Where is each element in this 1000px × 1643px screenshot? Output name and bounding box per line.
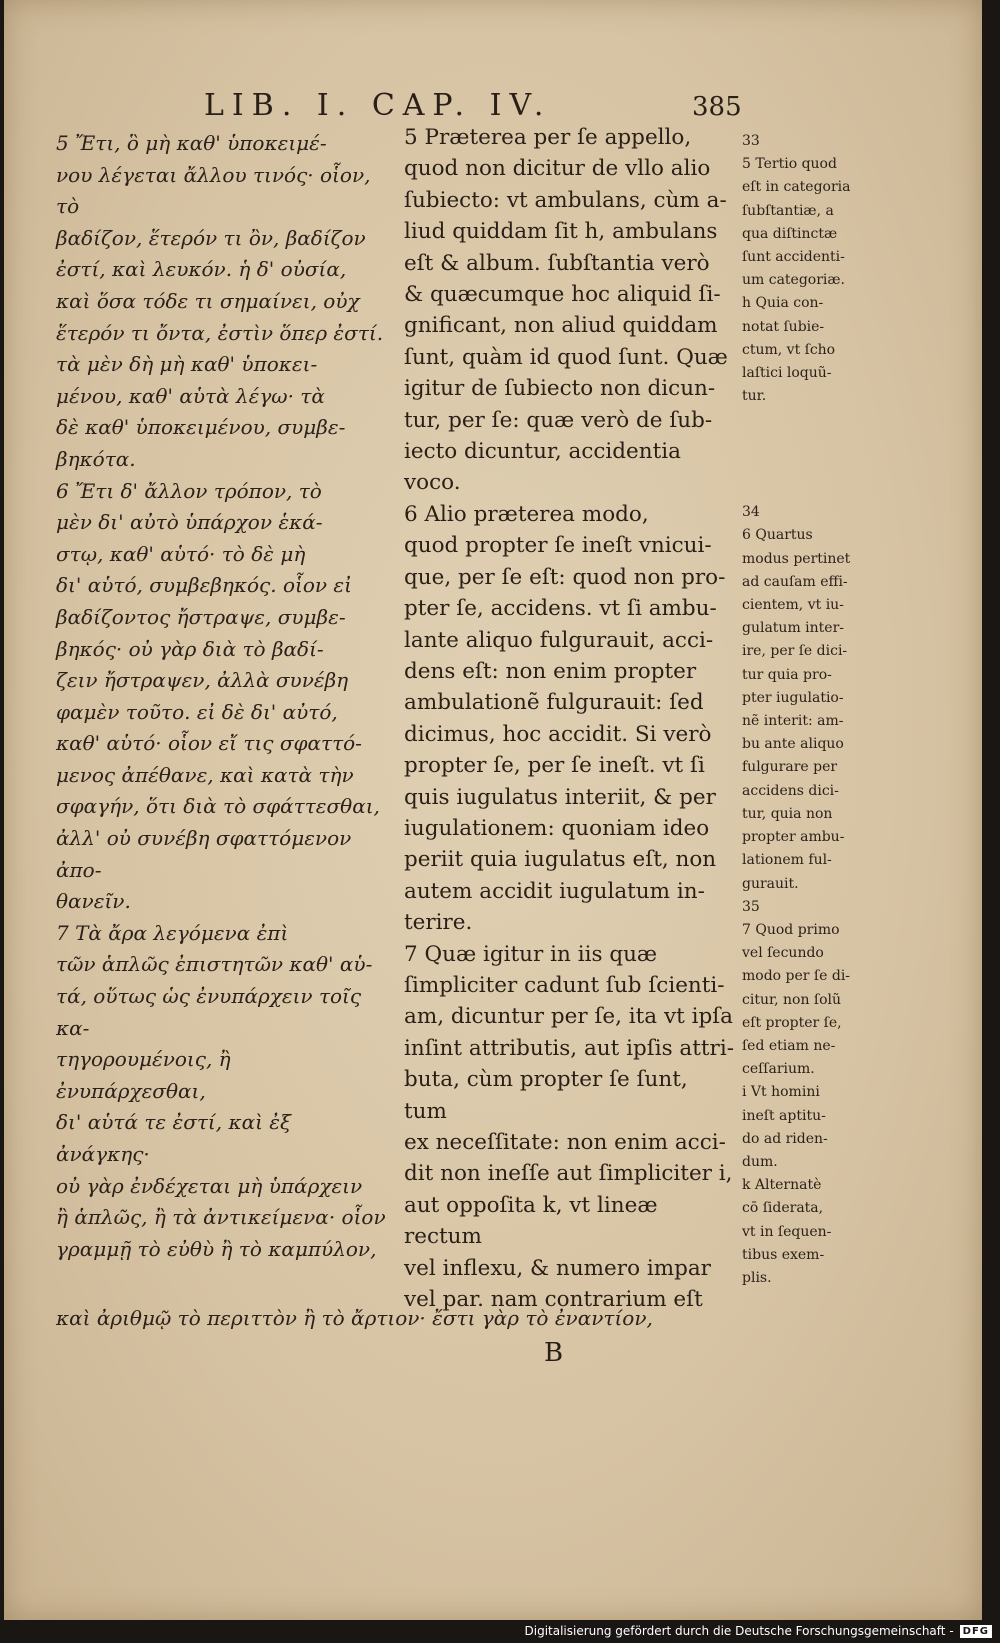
book-page [4, 0, 982, 1620]
margin-notes: 33 5 Tertio quod eſt in categoria ſubſtantiæ, a qua diſtinctæ ſunt accidenti- um categoriæ. h Quia con- notat ſubie- ctum, vt ſcho laſtici loquũ- tur. 34 6 Quartus modus pertinet ad cauſam effi- cientem, vt iu- gulatum inter- ire, per ſe dici- tur quia pro- pter iugulatio- nẽ interit: am- bu ante aliquo fulgurare per accidens dici- tur, quia non propter ambu- lationem ful- gurauit. 35 7 Quod primo vel ſecundo modo per ſe di- citur, non ſolũ eſt propter ſe, ſed etiam ne- ceſſarium. i Vt homini ineſt aptitu- do ad riden- dum. k Alternatè cō ſiderata, vt in ſequen- tibus exem- plis. [742, 133, 851, 1286]
digitization-footer [525, 1621, 993, 1641]
dfg-logo: DFG [960, 1625, 992, 1638]
footer-text: Digitalisierung gefördert durch die Deutsche Forschungsgemeinschaft - [524, 1624, 954, 1638]
page-number: 385 [692, 92, 742, 122]
running-title: LIB. I. CAP. IV. [204, 88, 552, 123]
greek-last-line: καὶ ἀριθμῷ τὸ περιττὸν ἢ τὸ ἄρτιον· ἔστι γὰρ τὸ ἐναντίον, [56, 1306, 653, 1330]
signature-mark: B [544, 1338, 564, 1368]
greek-column-text: 5 Ἔτι, ὃ μὴ καθ' ὑποκειμέ- νου λέγεται ἄλλου τινός· οἷον, τὸ βαδίζον, ἕτερόν τι ὂν, βαδίζον ἐστί, καὶ λευκόν. ἡ δ' οὐσία, καὶ ὅσα τόδε τι σημαίνει, οὐχ ἕτερόν τι ὄντα, ἐστὶν ὅπερ ἐστί. τὰ μὲν δὴ μὴ καθ' ὑποκει- μένου, καθ' αὑτὰ λέγω· τὰ δὲ καθ' ὑποκειμένου, συμβε- βηκότα. 6 Ἔτι δ' ἄλλον τρόπον, τὸ μὲν δι' αὐτὸ ὑπάρχον ἑκά- στῳ, καθ' αὑτό· τὸ δὲ μὴ δι' αὑτό, συμβεβηκός. οἷον εἰ βαδίζοντος ἤστραψε, συμβε- βηκός· οὐ γὰρ διὰ τὸ βαδί- ζειν ἤστραψεν, ἀλλὰ συνέβη φαμὲν τοῦτο. εἰ δὲ δι' αὐτό, καθ' αὑτό· οἷον εἴ τις σφαττό- μενος ἀπέθανε, καὶ κατὰ τὴν σφαγήν, ὅτι διὰ τὸ σφάττεσθαι, ἀλλ' οὐ συνέβη σφαττόμενον ἀπο- θανεῖν. 7 Τὰ ἄρα λεγόμενα ἐπὶ τῶν ἁπλῶς ἐπιστητῶν καθ' αὑ- τά, οὕτως ὡς ἐνυπάρχειν τοῖς κα- τηγορουμένοις, ἢ ἐνυπάρχεσθαι, δι' αὑτά τε ἐστί, καὶ ἐξ ἀνάγκης· οὐ γὰρ ἐνδέχεται μὴ ὑπάρχειν ἢ ἁπλῶς, ἢ τὰ ἀντικείμενα· οἷον γραμμῇ τὸ εὐθὺ ἢ τὸ καμπύλον, [56, 131, 386, 1261]
latin-column-text: 5 Præterea per ſe appello, quod non dicitur de vllo alio ſubiecto: vt ambulans, cùm a- liud quiddam ſit h, ambulans eſt & album. ſubſtantia verò & quæcumque hoc aliquid ſi- gnificant, non aliud quiddam ſunt, quàm id quod ſunt. Quæ igitur de ſubiecto non dicun- tur, per ſe: quæ verò de ſub- iecto dicuntur, accidentia voco. 6 Alio præterea modo, quod propter ſe ineſt vnicui- que, per ſe eſt: quod non pro- pter ſe, accidens. vt ſi ambu- lante aliquo fulgurauit, acci- dens eſt: non enim propter ambulationẽ fulgurauit: ſed dicimus, hoc accidit. Si verò propter ſe, per ſe ineſt. vt ſi quis iugulatus interiit, & per iugulationem: quoniam ideo periit quia iugulatus eſt, non autem accidit iugulatum in- terire. 7 Quæ igitur in iis quæ ſimpliciter cadunt ſub ſcienti- am, dicuntur per ſe, ita vt ipſa inſint attributis, aut ipſis attri- buta, cùm propter ſe ſunt, tum ex neceſſitate: non enim acci- dit non ineſſe aut ſimpliciter i, aut oppoſita k, vt lineæ rectum vel inflexu, & numero impar vel par. nam contrarium eſt [404, 125, 734, 1313]
